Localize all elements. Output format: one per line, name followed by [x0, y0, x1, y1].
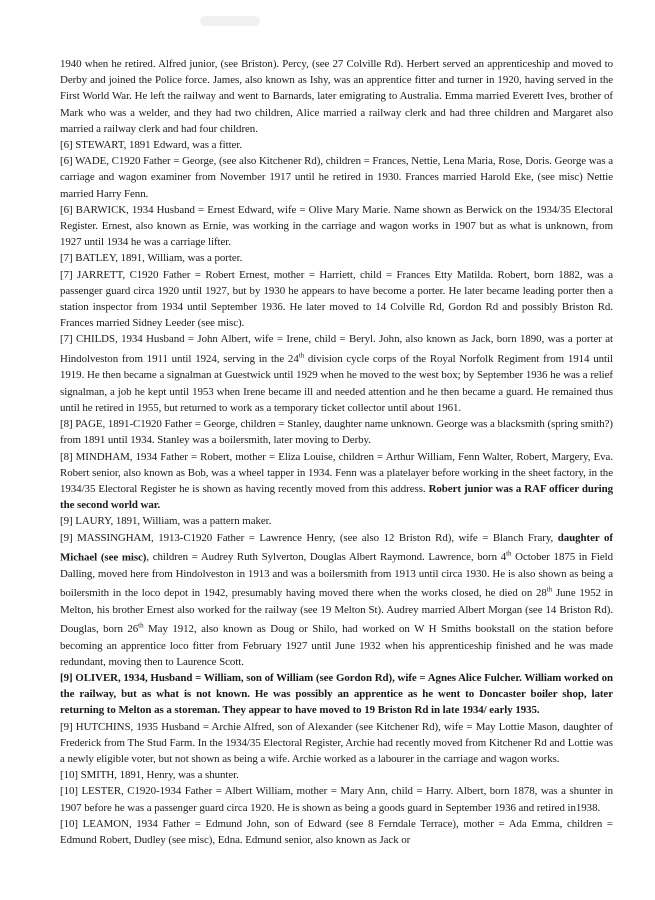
text-segment: 1940 when he retired. Alfred junior, (see Briston). Percy, (see 27 Colville Rd). Herbert served an apprenticeship and moved to Derby and joined the Police force. James, also known as Ishy, was an apprentice fitter and turner in 1920, having served in the First World War. He left the railway and went to Barnards, later emigrating to Australia. Emma married Everett Ives, brother of Mark who was a welder, and they had two children, Alice married a railway clerk and had three children and Margaret also married a railway clerk and had four children. [60, 58, 613, 135]
text-segment: , children = Audrey Ruth Sylverton, Douglas Albert Raymond. Lawrence, born 4th October 1875 in Field Dalling, moved here from Hindolveston in 1913 and was a boilersmith from 1913 until circa 1930. He is also shown as being a boilersmith in the loco depot in 1942, presumably having moved there when the works closed, he died on 28th June 1952 in Melton, his brother Ernest also worked for the railway (see 19 Melton St). Audrey married Albert Morgan (see 14 Briston Rd). Douglas, born 26th May 1912, also known as Doug or Shilo, had worked on W H Smiths bookstall on the station before becoming an apprentice loco fitter from February 1927 until June 1932 when his apprenticeship finished and he was made redundant, moving then to Laurence Scott. [60, 549, 614, 668]
document-paragraph [60, 202, 613, 251]
document-paragraph [60, 449, 613, 514]
document-paragraph [60, 56, 613, 137]
text-segment: [6] STEWART, 1891 Edward, was a fitter. [60, 139, 242, 152]
document-paragraph [60, 783, 613, 815]
document-paragraph [60, 250, 613, 266]
text-segment: [7] JARRETT, C1920 Father = Robert Ernest, mother = Harriett, child = Frances Etty Matilda. Robert, born 1882, was a passenger guard circa 1920 until 1927, but by 1930 he appears to have become a porter. He later became leading porter then a station inspector from 1934 until September 1936. He later moved to 14 Colville Rd, Gordon Rd and possibly Briston Rd. Frances married Sidney Leeder (see misc). [60, 268, 613, 330]
text-segment: [7] BATLEY, 1891, William, was a porter. [60, 252, 243, 265]
document-paragraph [60, 267, 613, 332]
document-paragraph [60, 513, 613, 529]
text-segment: [6] BARWICK, 1934 Husband = Ernest Edward, wife = Olive Mary Marie. Name shown as Berwick on the 1934/35 Electoral Register. Ernest, also known as Ernie, was working in the carriage and wagon works in 1907 but as what is unknown, from 1927 until 1934 he was a carriage lifter. [60, 203, 613, 249]
document-paragraph [60, 767, 613, 783]
text-segment: [8] MINDHAM, 1934 Father = Robert, mother = Eliza Louise, children = Arthur William, Fenn Walter, Robert, Margery, Eva. Robert senior, also known as Bob, was a wheel tapper in 1934. Fenn was a platelayer before working in the sheet factory, in the 1934/35 Electoral Register he is shown as having recently moved from this address. [60, 450, 613, 495]
document-paragraph [60, 331, 613, 416]
document-paragraph [60, 137, 613, 153]
text-segment: [9] MASSINGHAM, 1913-C1920 Father = Lawrence Henry, (see also 12 Briston Rd), wife = Blanch Frary, [60, 531, 558, 544]
text-segment: [7] CHILDS, 1934 Husband = John Albert, wife = Irene, child = Beryl. John, also known as Jack, born 1890, was a porter at Hindolveston from 1911 until 1924, serving in the 24th division cycle corps of the Royal Norfolk Regiment from 1914 until 1919. He then became a signalman at Guestwick until 1929 when he moved to the west box; by September 1936 he was a relief signalman, a job he kept until 1953 when Irene became ill and needed attention and he then became a guard. He remained thus until he retired in 1955, but returned to work as a temporary ticket collector until about 1961. [60, 333, 613, 414]
document-body [60, 56, 613, 848]
text-segment: [8] PAGE, 1891-C1920 Father = George, children = Stanley, daughter name unknown. George was a blacksmith (spring smith?) from 1891 until 1934. Stanley was a boilersmith, later moving to Derby. [60, 418, 613, 447]
text-segment: [9] HUTCHINS, 1935 Husband = Archie Alfred, son of Alexander (see Kitchener Rd), wife = May Lottie Mason, daughter of Frederick from The Stud Farm. In the 1934/35 Electoral Register, Archie had recently moved from Kitchener Rd and Lottie was a newly eligible voter, but not shown as being a wife. Archie worked as a labourer in the carriage and wagon works. [60, 720, 613, 766]
scan-smudge [200, 16, 260, 26]
text-segment: [10] LEAMON, 1934 Father = Edmund John, son of Edward (see 8 Ferndale Terrace), mother = Ada Emma, children = Edmund Robert, Dudley (see misc), Edna. Edmund senior, also known as Jack or [60, 817, 613, 847]
document-paragraph [60, 153, 613, 202]
document-paragraph [60, 670, 613, 719]
text-segment: [9] LAURY, 1891, William, was a pattern maker. [60, 515, 272, 528]
bold-text-segment: [9] OLIVER, 1934, Husband = William, son of William (see Gordon Rd), wife = Agnes Alice Fulcher. William worked on the railway, but as what is not known. He was possibly an apprentice as he went to Doncaster boiler shop, later returning to Melton as a storeman. They appear to have moved to 19 Briston Rd in late 1934/ early 1935. [60, 672, 613, 717]
bold-text-segment: Robert junior was a RAF officer during the second world war. [60, 482, 614, 512]
text-segment: [10] LESTER, C1920-1934 Father = Albert William, mother = Mary Ann, child = Harry. Albert, born 1878, was a shunter in 1907 before he was a passenger guard circa 1920. He is shown as being a goods guard in September 1936 and retired in1938. [60, 785, 613, 814]
document-paragraph [60, 530, 613, 671]
text-segment: [10] SMITH, 1891, Henry, was a shunter. [60, 769, 239, 782]
bold-text-segment: daughter of Michael (see misc) [60, 531, 613, 564]
document-paragraph [60, 719, 613, 768]
document-paragraph [60, 416, 613, 448]
document-paragraph [60, 816, 613, 848]
text-segment: [6] WADE, C1920 Father = George, (see also Kitchener Rd), children = Frances, Nettie, Lena Maria, Rose, Doris. George was a carriage and wagon examiner from November 1917 until he retired in 1930. Frances married Harold Eke, (see misc) Nettie married Harry Fenn. [60, 155, 613, 200]
